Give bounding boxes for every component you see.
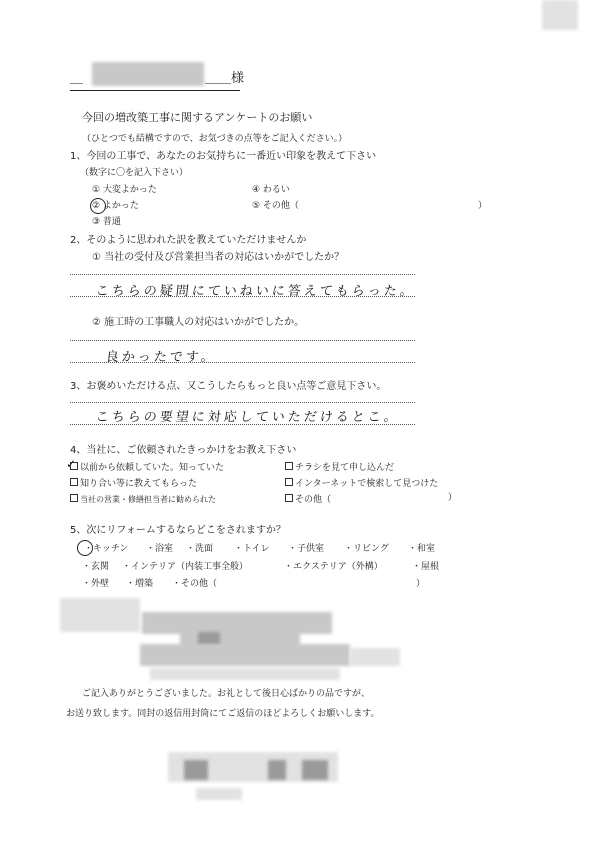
q5-opt-exterior: ・エクステリア（外構） (284, 562, 383, 572)
q2-answer2: 良かったです。 (105, 350, 218, 365)
q5-opt-kids-room: ・子供室 (288, 544, 325, 554)
q5-opt-japanese-room: ・和室 (408, 544, 436, 554)
q5-opt-roof: ・屋根 (412, 562, 440, 572)
redacted-block-7 (150, 668, 340, 680)
q5-opt-bath: ・浴室 (146, 544, 174, 554)
q3-answer-line-2 (70, 424, 415, 425)
q5-question: 5、次にリフォームするならどこをされますか？ (70, 525, 286, 536)
q1-other-close: ） (478, 201, 488, 211)
redacted-block-6 (350, 648, 400, 666)
q2-answer1-line-1 (70, 274, 415, 275)
q5-opt-washroom: ・洗面 (186, 544, 214, 554)
q4-option-5: インターネットで検索して見つけた (285, 478, 438, 489)
q4-question: 4、当社に、ご依頼されたきっかけをお教え下さい (70, 445, 297, 456)
thanks-line-2: お送り致します。同封の返信用封筒にてご返信のほどよろしくお願いします。 (66, 709, 380, 719)
name-honorific: ＿＿様 (205, 71, 245, 86)
q4-option-2: 知り合い等に教えてもらった (70, 478, 197, 489)
q5-opt-toilet: ・トイレ (234, 544, 270, 554)
thanks-line-1: ご記入ありがとうございました。お礼として後日心ばかりの品ですが、 (82, 689, 371, 699)
q1-option-2: ② よかった (92, 201, 139, 211)
survey-title: 今回の増改築工事に関するアンケートのお願い (82, 111, 313, 124)
checkbox-icon (285, 478, 293, 486)
q5-opt-entrance: ・玄関 (82, 562, 110, 572)
q2-sub1: ① 当社の受付及び営業担当者の対応はいかがでしたか？ (92, 252, 345, 263)
q5-opt-kitchen: ・キッチン (84, 544, 129, 554)
q2-sub2: ② 施工時の工事職人の対応はいかがでしたか。 (92, 317, 305, 328)
q1-instruction: （数字に〇を記入下さい） (80, 168, 189, 178)
redacted-customer-name (92, 62, 204, 86)
q1-question: 1、今回の工事で、あなたのお気持ちに一番近い印象を教えて下さい (70, 151, 377, 162)
survey-note: （ひとつでも結構ですので、お気づきの点等をご記入ください。） (82, 134, 348, 144)
redacted-bottom-3 (268, 760, 286, 780)
q4-option-6: その他（ (285, 494, 331, 505)
q3-answer-line-1 (70, 402, 415, 403)
q1-option-5: ⑤ その他（ (252, 201, 299, 211)
q5-opt-other: ・その他（ (172, 579, 218, 589)
q1-selected-circle (90, 198, 106, 214)
q5-opt-interior: ・インテリア（内装工事全般） (122, 562, 249, 572)
redacted-bottom-4 (302, 760, 328, 780)
redacted-corner (542, 0, 578, 30)
redacted-bottom-5 (196, 788, 242, 800)
checkbox-icon (70, 478, 78, 486)
q2-answer1: こちらの疑問にていねいに答えてもらった。 (95, 284, 417, 299)
q4-other-close: ） (448, 493, 458, 503)
redacted-block-5 (140, 644, 350, 666)
redacted-bottom-2 (184, 760, 208, 780)
q4-option-3: 当社の営業・修繕担当者に勧められた (70, 494, 216, 504)
checkbox-icon (70, 494, 78, 502)
q5-opt-outer-wall: ・外壁 (82, 579, 110, 589)
q1-option-3: ③ 普通 (92, 217, 121, 227)
q2-answer2-line-2 (70, 362, 415, 363)
q5-opt-extension: ・増築 (126, 579, 154, 589)
checkbox-icon (285, 462, 293, 470)
q1-option-4: ④ わるい (252, 185, 290, 195)
q2-answer1-line-2 (70, 296, 415, 297)
q4-check-mark: ✓ (66, 457, 77, 471)
q3-answer: こちらの要望に対応していただけるとこ。 (95, 410, 401, 425)
checkbox-icon (285, 494, 293, 502)
q1-option-1: ① 大変よかった (92, 185, 157, 195)
q2-answer2-line-1 (70, 340, 415, 341)
name-prefix: ＿ (70, 71, 84, 86)
name-underline (70, 90, 240, 91)
q4-option-4: チラシを見て申し込んだ (285, 462, 394, 473)
q5-other-close: ） (416, 579, 426, 589)
q2-question: 2、そのように思われた訳を教えていただけませんか (70, 235, 307, 246)
q3-question: 3、お褒めいただける点、又こうしたらもっと良い点等ご意見下さい。 (70, 381, 387, 392)
redacted-block-1 (60, 598, 140, 632)
q5-opt-living: ・リビング (344, 544, 389, 554)
q4-option-1: 以前から依頼していた。知っていた (70, 462, 224, 473)
